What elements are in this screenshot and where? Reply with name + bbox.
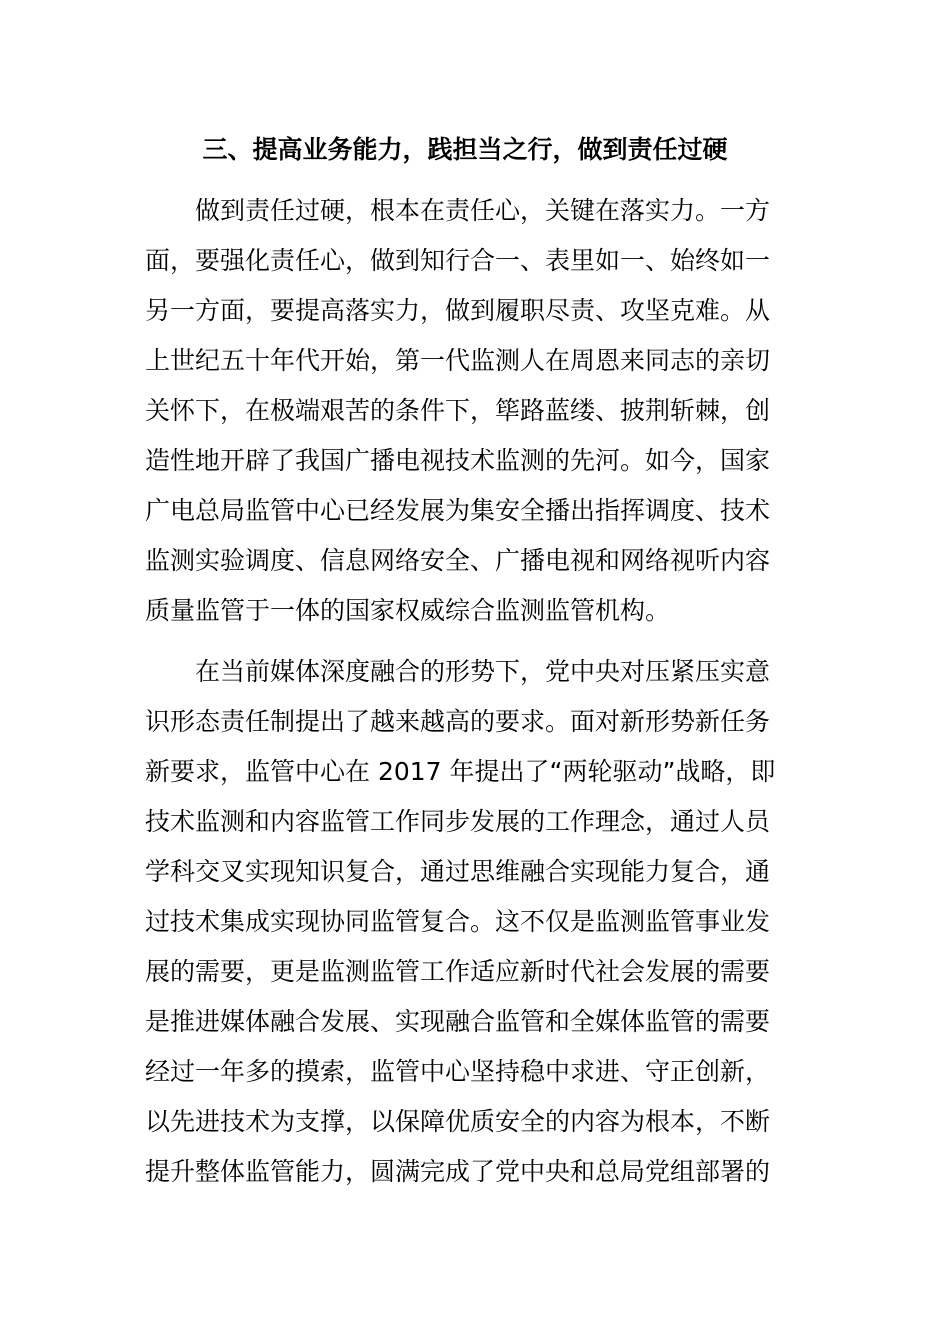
paragraph-2-line-9: 经过一年多的摸索，监管中心坚持稳中求进、守正创新， — [145, 1057, 771, 1086]
paragraph-2-line-6: 过技术集成实现协同监管复合。这不仅是监测监管事业发 — [145, 907, 771, 936]
section-heading: 三、提高业务能力，践担当之行，做到责任过硬 — [202, 135, 728, 164]
paragraph-2-line-4: 技术监测和内容监管工作同步发展的工作理念，通过人员 — [145, 807, 771, 836]
paragraph-2-line-1: 在当前媒体深度融合的形势下，党中央对压紧压实意 — [195, 657, 771, 686]
paragraph-1-line-4: 上世纪五十年代开始，第一代监测人在周恩来同志的亲切 — [145, 346, 771, 375]
paragraph-1-line-8: 监测实验调度、信息网络安全、广播电视和网络视听内容 — [145, 546, 771, 575]
paragraph-2-line-11: 提升整体监管能力，圆满完成了党中央和总局党组部署的 — [145, 1157, 771, 1186]
paragraph-2-line-10: 以先进技术为支撑，以保障优质安全的内容为根本，不断 — [145, 1107, 771, 1136]
paragraph-1-line-6: 造性地开辟了我国广播电视技术监测的先河。如今，国家 — [145, 446, 771, 475]
paragraph-1-line-7: 广电总局监管中心已经发展为集安全播出指挥调度、技术 — [145, 496, 771, 525]
paragraph-1-line-1: 做到责任过硬，根本在责任心，关键在落实力。一方 — [195, 196, 771, 225]
paragraph-1-line-9: 质量监管于一体的国家权威综合监测监管机构。 — [145, 596, 671, 625]
paragraph-1-line-5: 关怀下，在极端艰苦的条件下，筚路蓝缕、披荆斩棘，创 — [145, 396, 771, 425]
paragraph-1-line-2: 面，要强化责任心，做到知行合一、表里如一、始终如一 — [145, 246, 771, 275]
paragraph-2-line-2: 识形态责任制提出了越来越高的要求。面对新形势新任务 — [145, 707, 771, 736]
paragraph-2-line-8: 是推进媒体融合发展、实现融合监管和全媒体监管的需要 — [145, 1007, 771, 1036]
paragraph-2-line-5: 学科交叉实现知识复合，通过思维融合实现能力复合，通 — [145, 857, 771, 886]
paragraph-1-line-3: 另一方面，要提高落实力，做到履职尽责、攻坚克难。从 — [145, 296, 771, 325]
paragraph-2-line-3: 新要求，监管中心在 2017 年提出了“两轮驱动”战略，即 — [145, 757, 776, 786]
paragraph-2-line-7: 展的需要，更是监测监管工作适应新时代社会发展的需要 — [145, 957, 771, 986]
